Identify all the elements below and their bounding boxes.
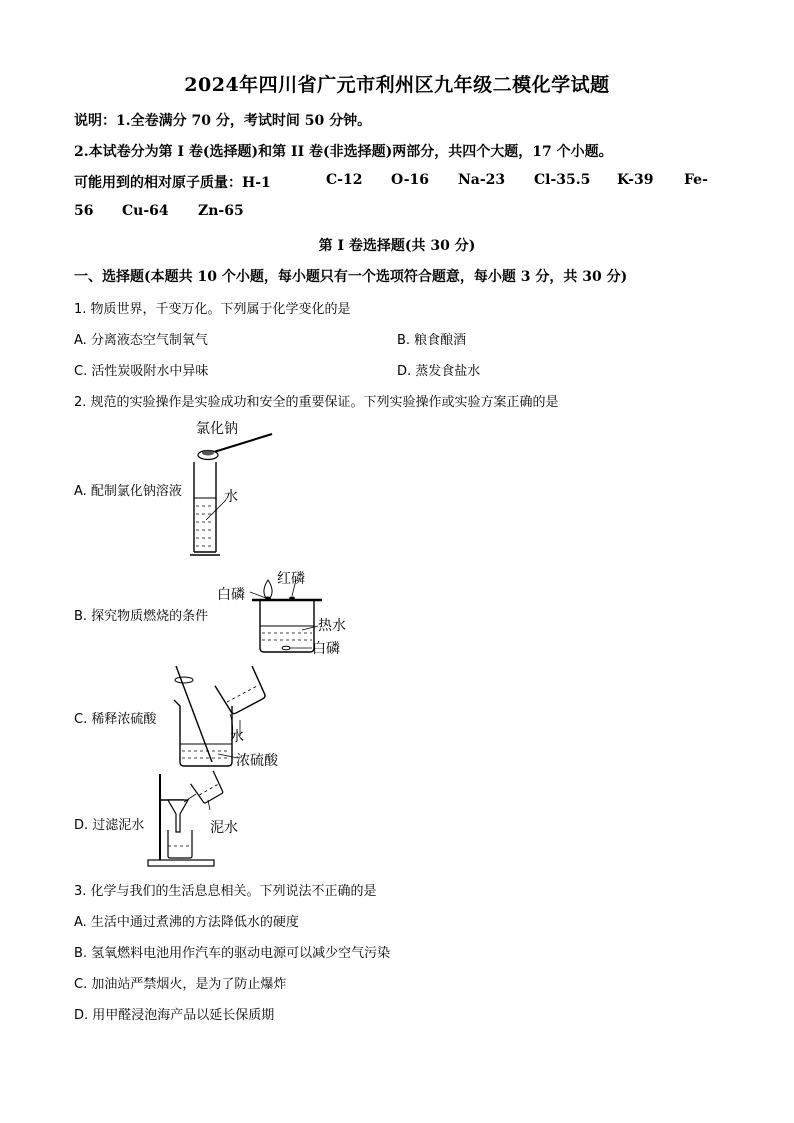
question-2-option-c: C. 稀释浓硫酸 (74, 712, 157, 727)
label-water-c: 水 (230, 729, 244, 745)
question-2-stem: 2. 规范的实验操作是实验成功和安全的重要保证。下列实验操作或实验方案正确的是 (74, 395, 559, 410)
atomic-mass-zn: Zn-65 (198, 203, 244, 219)
collect-beaker (168, 830, 192, 858)
note-line-2: 2.本试卷分为第 I 卷(选择题)和第 II 卷(非选择题)两部分，共四个大题，17 个小题。 (74, 144, 613, 160)
page-title: 2024年四川省广元市利州区九年级二模化学试题 (184, 74, 610, 96)
hot-water-hatch (262, 633, 312, 640)
question-2-option-d: D. 过滤泥水 (74, 818, 145, 833)
question-1-option-b: B. 粮食酿酒 (397, 333, 467, 348)
atomic-mass-cl: Cl-35.5 (534, 172, 591, 188)
label-nacl: 氯化钠 (196, 421, 238, 437)
atomic-mass-fe: Fe- (684, 172, 708, 188)
label-water-a: 水 (224, 489, 238, 505)
question-3-stem: 3. 化学与我们的生活息息相关。下列说法不正确的是 (74, 884, 377, 899)
label-acid: 浓硫酸 (236, 753, 278, 769)
question-3-option-b: B. 氢氧燃料电池用作汽车的驱动电源可以减少空气污染 (74, 946, 391, 961)
question-1-option-d: D. 蒸发食盐水 (397, 364, 481, 379)
atomic-mass-k: K-39 (617, 172, 654, 188)
question-1-option-c: C. 活性炭吸附水中异味 (74, 364, 209, 379)
atomic-mass-c: C-12 (326, 172, 363, 188)
salt-pile (202, 451, 214, 456)
question-2-option-a: A. 配制氯化钠溶液 (74, 484, 182, 499)
label-white-p-bottom: 白磷 (312, 641, 340, 657)
note-line-1: 说明：1.全卷满分 70 分，考试时间 50 分钟。 (74, 113, 372, 129)
label-mud-water: 泥水 (210, 820, 238, 836)
atomic-mass-cu: Cu-64 (122, 203, 169, 219)
atomic-mass-row-1 (74, 172, 271, 192)
atomic-mass-label: 可能用到的相对原子质量：H-1 (74, 175, 271, 191)
funnel (168, 800, 188, 832)
question-2-option-b: B. 探究物质燃烧的条件 (74, 609, 209, 624)
question-3-option-d: D. 用甲醛浸泡海产品以延长保质期 (74, 1008, 275, 1023)
small-beaker (215, 666, 268, 716)
pointer-hot-water (302, 626, 318, 630)
stand-base (148, 860, 214, 866)
question-3-option-c: C. 加油站严禁烟火，是为了防止爆炸 (74, 977, 287, 992)
question-1-option-a: A. 分离液态空气制氧气 (74, 333, 208, 348)
label-red-p: 红磷 (277, 571, 305, 587)
label-hot-water: 热水 (318, 618, 346, 634)
water-hatch (196, 506, 214, 546)
stir-arrow-icon (175, 677, 193, 683)
large-beaker (174, 700, 232, 766)
white-phosphorus-bottom (282, 646, 290, 650)
atomic-mass-o: O-16 (391, 172, 430, 188)
pour-beaker (191, 771, 226, 805)
label-white-p-top: 白磷 (217, 587, 245, 603)
glass-rod (176, 666, 212, 762)
red-phosphorus (289, 597, 295, 600)
pour-rod (184, 794, 196, 802)
pointer-acid (218, 754, 238, 758)
question-3-option-a: A. 生活中通过煮沸的方法降低水的硬度 (74, 915, 299, 930)
atomic-mass-fe-value: 56 (74, 203, 94, 219)
acid-hatch (182, 751, 230, 758)
flame-icon (264, 580, 272, 598)
section-title: 第 I 卷选择题(共 30 分) (318, 238, 476, 254)
atomic-mass-na: Na-23 (458, 172, 506, 188)
question-1-stem: 1. 物质世界，千变万化。下列属于化学变化的是 (74, 302, 351, 317)
part-title: 一、选择题(本题共 10 个小题，每小题只有一个选项符合题意，每小题 3 分，共 30 分) (74, 269, 628, 285)
